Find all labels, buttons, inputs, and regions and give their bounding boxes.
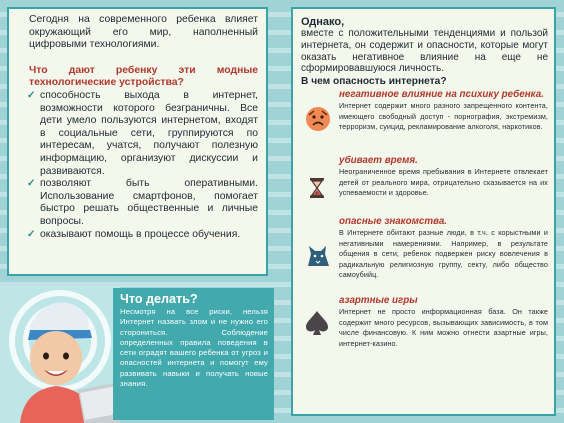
sad-face-icon bbox=[304, 105, 332, 138]
danger-text: В Интернете обитают разные люди, в т.ч. с корыстными и негативными намерениями. Например, в результате общения в сети, ребенок подвержен риску вовлечения в радикальную религиозную группу, секту, либо общество самоубийц. bbox=[339, 228, 548, 280]
benefits-list bbox=[29, 90, 258, 241]
danger-title: опасные знакомства. bbox=[339, 216, 448, 228]
list-item: ✓ оказывают помощь в процессе обучения. bbox=[27, 228, 241, 240]
checkmark-icon: ✓ bbox=[27, 89, 36, 101]
list-item: ✓ способность выхода в интернет, возможности которого безграничны. Все дети умело пользуются интернетом, входят в социальные сети, группируются по интересам, учатся, получают полезную информацию, организуют дискуссии и развиваются. bbox=[27, 89, 258, 177]
danger-text: Неограниченное время пребывания в Интернете отвлекает детей от реального мира, отрицательно сказывается на их успеваемости и здоровье. bbox=[339, 167, 548, 198]
left-text-panel bbox=[7, 7, 268, 276]
spade-icon bbox=[304, 309, 330, 342]
danger-title: азартные игры bbox=[339, 295, 418, 307]
right-text-panel bbox=[291, 7, 556, 416]
what-to-do-text: Несмотря на все риски, нельзя Интернет назвать злом и не нужно его сторониться. Соблюдение определенных правила поведения в сети оградят вашего ребенка от угроз и опасностей интернета и помогут ему развивать навыки и получать новые знания. bbox=[120, 307, 268, 389]
list-item: ✓ позволяют быть оперативными. Использование смартфонов, помогает быстро решать общественные и личные вопросы. bbox=[27, 178, 258, 227]
danger-item-psyche bbox=[301, 89, 548, 155]
danger-item-gambling bbox=[301, 295, 548, 365]
danger-item-acquaintances bbox=[301, 216, 548, 295]
danger-title: негативное влияние на психику ребенка. bbox=[339, 89, 544, 101]
dangers-intro: вместе с положительными тенденциями и пользой интернета, он содержит и опасности, которые могут оказать негативное влияние на еще не сформировавшуюся личность. bbox=[301, 28, 548, 75]
checkmark-icon: ✓ bbox=[27, 178, 36, 190]
child-with-laptop-photo bbox=[0, 286, 120, 423]
however-heading: Однако, bbox=[301, 16, 345, 28]
danger-item-time bbox=[301, 155, 548, 216]
wolf-icon bbox=[304, 242, 332, 275]
what-to-do-box bbox=[113, 288, 274, 420]
dangers-question: В чем опасность интернета? bbox=[301, 76, 447, 88]
benefits-question: Что дают ребенку эти модные технологические устройства? bbox=[29, 64, 258, 89]
intro-text: Сегодня на современного ребенка влияет окружающий его мир, наполненный цифровыми технологиями. bbox=[29, 14, 258, 51]
danger-text: Интернет содержит много разного запрещенного контента, имеющего свободный доступ - порнография, экстремизм, терроризм, суицид, рекламирование алкоголя, наркотиков. bbox=[339, 101, 548, 132]
hourglass-icon bbox=[304, 175, 330, 206]
danger-text: Интернет не просто информационная база. Он также содержит много ресурсов, вызывающих зависимость, в том числе финансовую. К ним можно отнести азартные игры, интернет-казино. bbox=[339, 307, 548, 348]
danger-title: убивает время. bbox=[339, 155, 418, 167]
what-to-do-title: Что делать? bbox=[120, 292, 198, 306]
checkmark-icon: ✓ bbox=[27, 228, 36, 240]
